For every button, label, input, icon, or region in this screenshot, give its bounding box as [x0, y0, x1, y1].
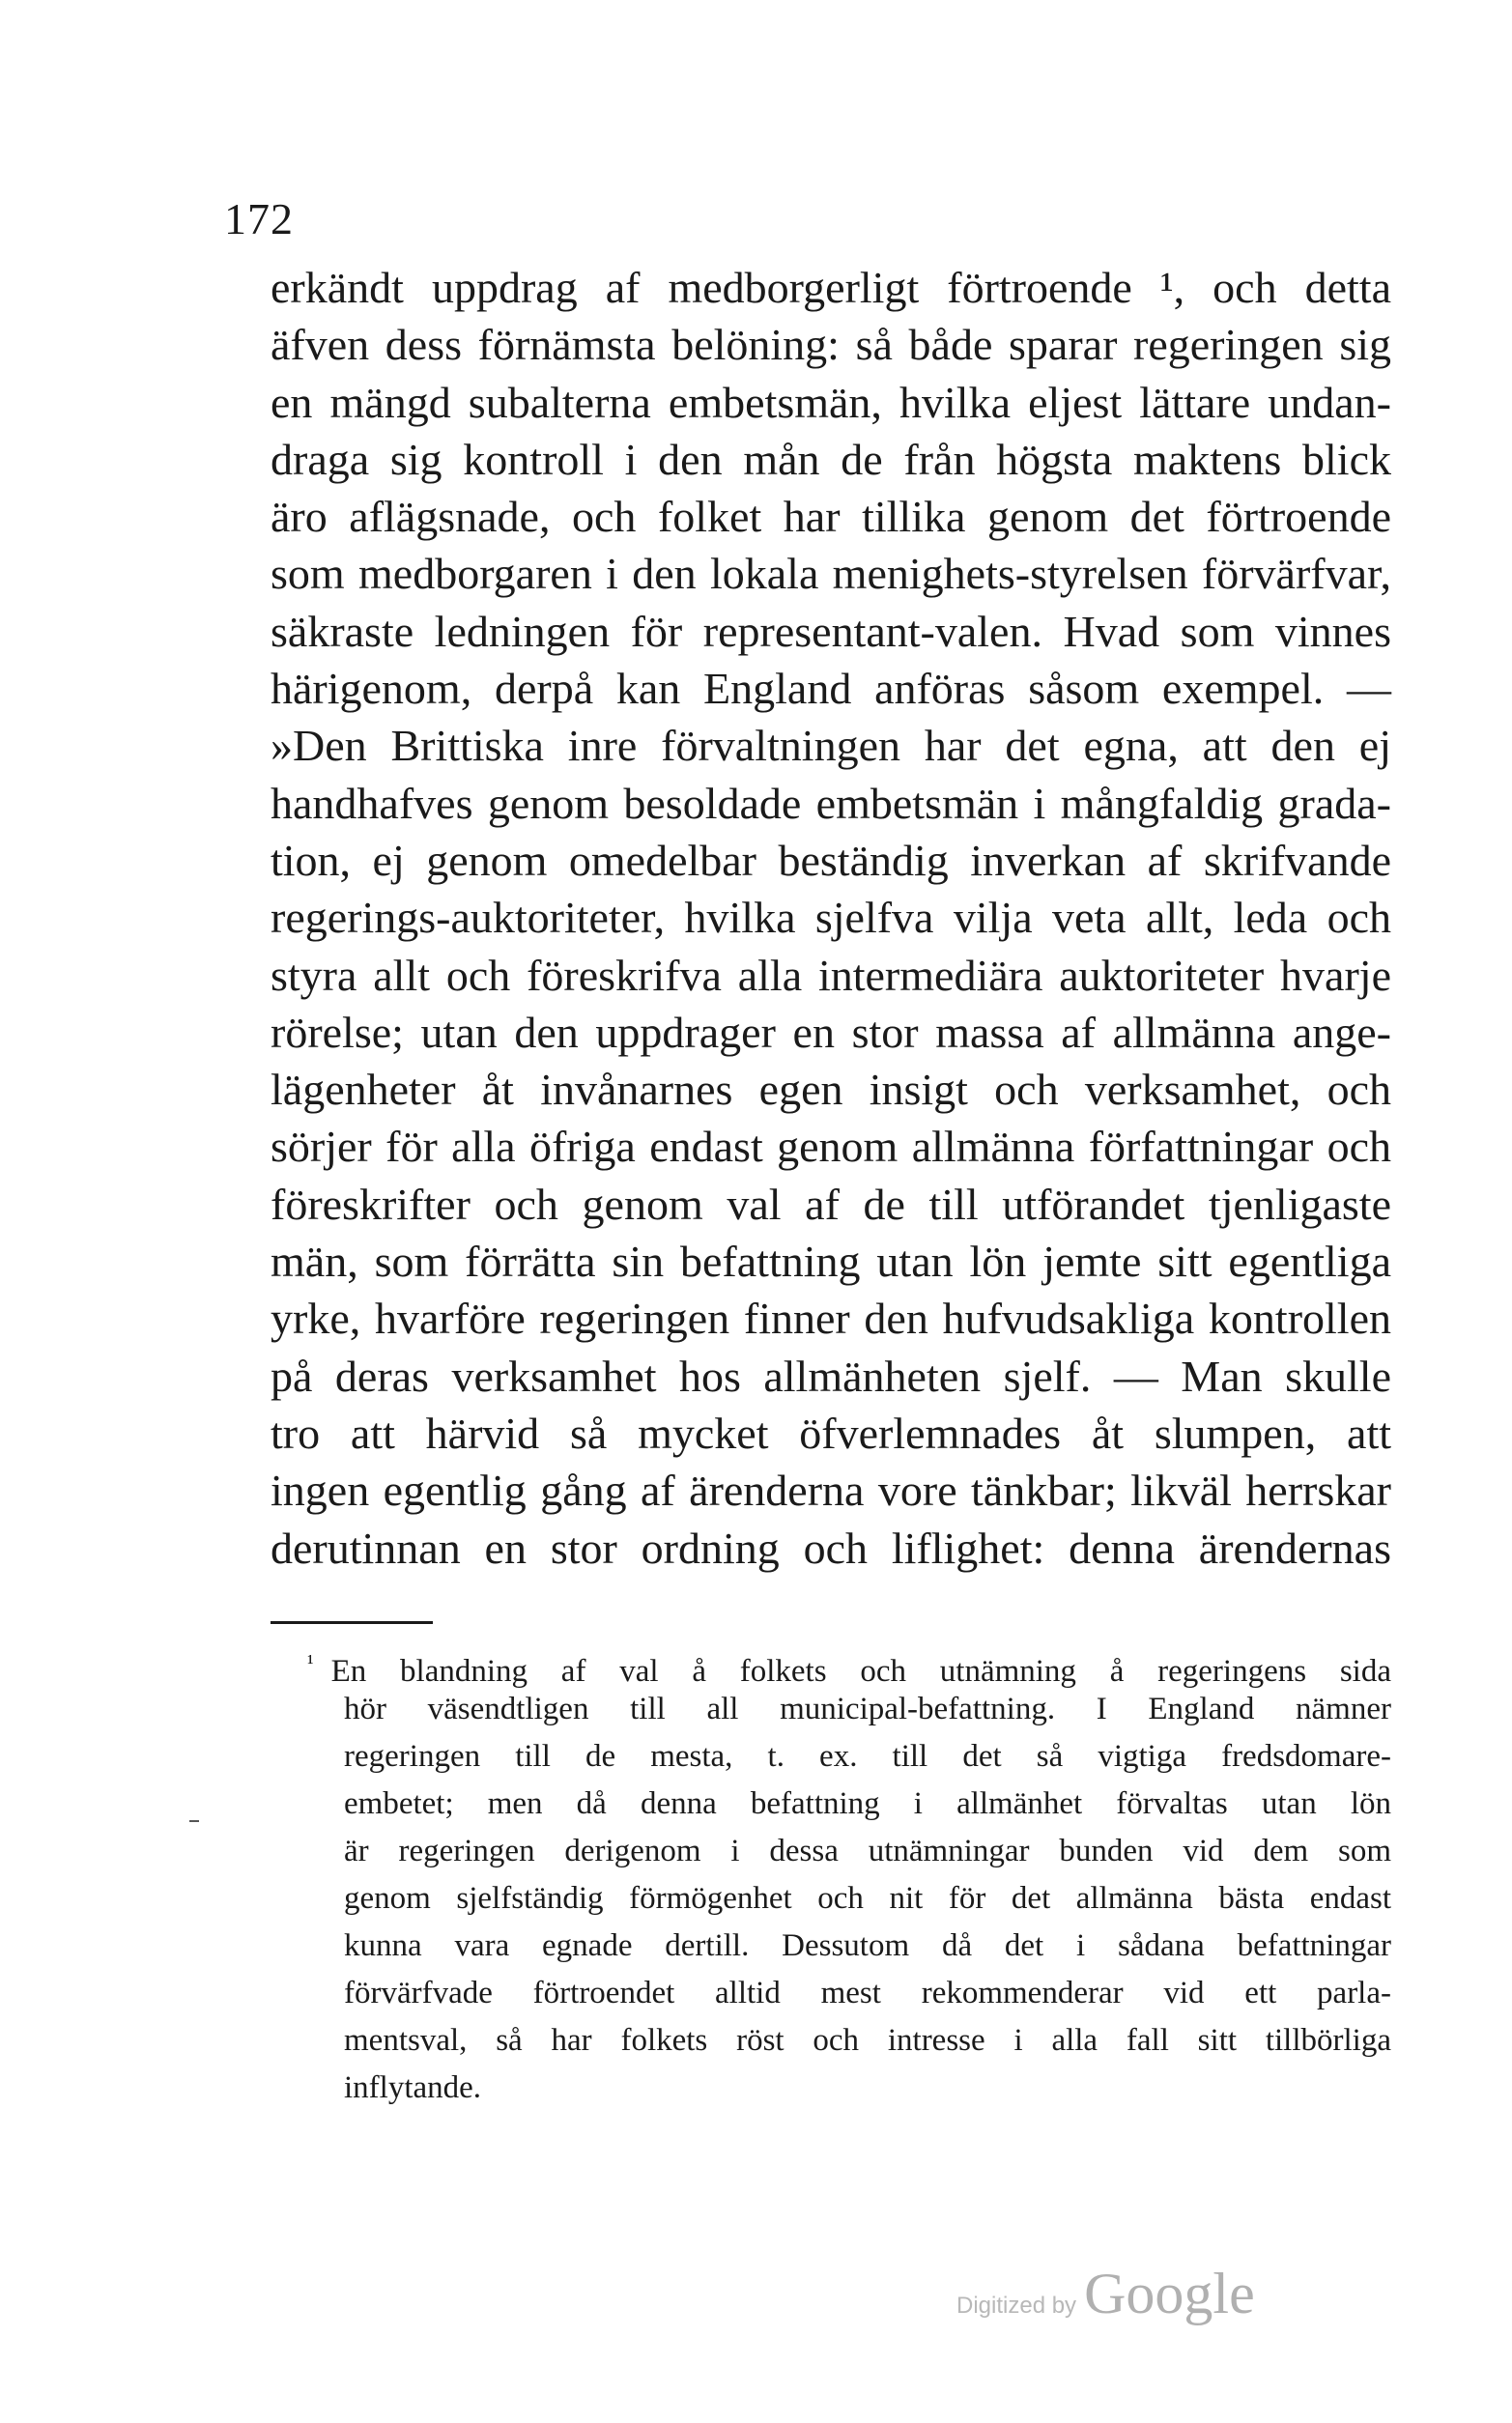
text-line: yrke, hvarföre regeringen finner den hufvudsakliga kontrollen [271, 1294, 1391, 1344]
text-line: en mängd subalterna embetsmän, hvilka eljest lättare undan- [271, 377, 1391, 427]
text-line: sörjer för alla öfriga endast genom allmänna författningar och [271, 1122, 1391, 1172]
digitized-watermark [956, 2261, 1255, 2327]
watermark-prefix: Digitized by [956, 2293, 1077, 2319]
footnote-line: inflytande. [344, 2070, 482, 2105]
text-line: regerings-auktoriteter, hvilka sjelfva vilja veta allt, leda och [271, 893, 1391, 943]
text-line: styra allt och föreskrifva alla intermediära auktoriteter hvarje [271, 950, 1391, 1000]
text-line: draga sig kontroll i den mån de från högsta maktens blick [271, 434, 1391, 484]
text-line: rörelse; utan den uppdrager en stor massa af allmänna ange- [271, 1007, 1391, 1057]
text-line: erkändt uppdrag af medborgerligt förtroende ¹, och detta [271, 263, 1391, 312]
text-line: som medborgaren i den lokala menighets-styrelsen förvärfvar, [271, 549, 1391, 599]
footnote-line: kunna vara egnade dertill. Dessutom då det i sådana befattningar [344, 1928, 1391, 1963]
footnote-line: är regeringen derigenom i dessa utnämningar bunden vid dem som [344, 1834, 1391, 1868]
text-line: äfven dess förnämsta belöning: så både sparar regeringen sig [271, 320, 1391, 370]
footnote-line: genom sjelfständig förmögenhet och nit för det allmänna bästa endast [344, 1881, 1391, 1916]
text-line: lägenheter åt invånarnes egen insigt och verksamhet, och [271, 1065, 1391, 1115]
text-line: på deras verksamhet hos allmänheten sjelf. — Man skulle [271, 1351, 1391, 1401]
text-line: derutinnan en stor ordning och liflighet: denna ärendernas [271, 1523, 1391, 1573]
footnote-divider [271, 1621, 433, 1624]
text-line: tro att härvid så mycket öfverlemnades åt slumpen, att [271, 1408, 1391, 1458]
footnote-text: En blandning af val å folkets och utnämning å regeringens sida [330, 1654, 1391, 1689]
text-line: härigenom, derpå kan England anföras såsom exempel. — [271, 664, 1391, 714]
text-line: handhafves genom besoldade embetsmän i mångfaldig grada- [271, 778, 1391, 828]
footnote-line: mentsval, så har folkets röst och intresse i alla fall sitt tillbörliga [344, 2023, 1391, 2058]
footnote-line-first [307, 1639, 1391, 1689]
page-number: 172 [224, 194, 294, 243]
text-line: äro aflägsnade, och folket har tillika genom det förtroende [271, 492, 1391, 542]
footnote-line: embetet; men då denna befattning i allmänhet förvaltas utan lön [344, 1786, 1391, 1821]
text-line: föreskrifter och genom val af de till utförandet tjenligaste [271, 1179, 1391, 1229]
footnote-line: förvärfvade förtroendet alltid mest rekommenderar vid ett parla- [344, 1976, 1391, 2010]
text-line: tion, ej genom omedelbar beständig inverkan af skrifvande [271, 835, 1391, 885]
main-text-block [271, 259, 1391, 1577]
footnote-block [307, 1639, 1391, 2112]
text-line: män, som förrätta sin befattning utan lön jemte sitt egentliga [271, 1237, 1391, 1287]
google-logo: Google [1084, 2262, 1255, 2325]
text-line: säkraste ledningen för representant-valen. Hvad som vinnes [271, 606, 1391, 656]
footnote-line: hör väsendtligen till all municipal-befattning. I England nämner [344, 1692, 1391, 1726]
stray-print-mark [189, 1820, 199, 1822]
footnote-line: regeringen till de mesta, t. ex. till det så vigtiga fredsdomare- [344, 1739, 1391, 1774]
footnote-marker: ¹ [307, 1650, 314, 1674]
text-line: ingen egentlig gång af ärenderna vore tänkbar; likväl herrskar [271, 1466, 1391, 1516]
text-line: »Den Brittiska inre förvaltningen har det egna, att den ej [271, 721, 1391, 771]
